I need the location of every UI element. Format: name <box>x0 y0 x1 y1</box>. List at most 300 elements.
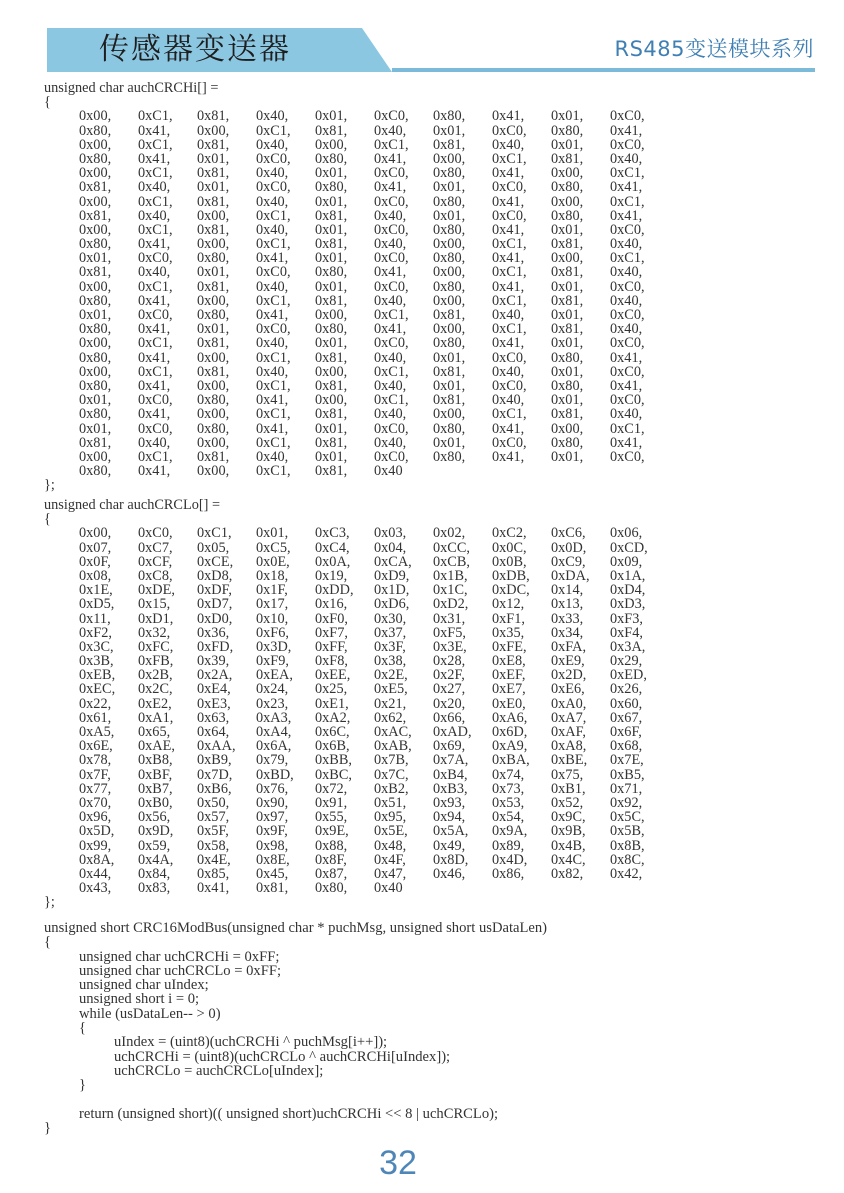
table-cell: 0xAB, <box>374 738 412 755</box>
table-cell: 0x7E, <box>610 752 644 769</box>
table-cell: 0x33, <box>551 610 584 627</box>
table-cell: 0x40, <box>610 321 643 338</box>
table-row <box>44 365 804 379</box>
table-cell: 0xC1, <box>492 292 527 309</box>
table-cell: 0xE5, <box>374 681 408 698</box>
table-cell: 0xC1, <box>138 221 173 238</box>
table-cell: 0x85, <box>197 865 230 882</box>
table-cell: 0x40, <box>256 108 289 125</box>
table-cell: 0xC1, <box>138 363 173 380</box>
table-cell: 0xB1, <box>551 780 586 797</box>
table-cell: 0x41, <box>374 264 407 281</box>
table-hi-close-brace: }; <box>44 477 55 494</box>
table-cell: 0x12, <box>492 596 525 613</box>
table-cell: 0xC1, <box>492 150 527 167</box>
table-cell: 0x41, <box>492 193 525 210</box>
table-cell: 0x14, <box>551 582 584 599</box>
table-cell: 0x0D, <box>551 539 587 556</box>
table-cell: 0x40 <box>374 880 403 897</box>
code-line: { <box>44 934 52 951</box>
table-row <box>44 308 804 322</box>
table-cell: 0x01, <box>551 307 584 323</box>
table-cell: 0x40, <box>492 307 525 323</box>
table-cell: 0x01, <box>79 250 112 267</box>
table-cell: 0x10, <box>256 610 289 627</box>
table-cell: 0xC0, <box>610 108 645 125</box>
table-cell: 0x0F, <box>79 553 111 570</box>
table-lo-block <box>44 498 804 909</box>
table-cell: 0xC4, <box>315 539 350 556</box>
table-cell: 0x81, <box>551 406 584 423</box>
table-cell: 0x01, <box>315 278 348 295</box>
table-cell: 0x01, <box>551 136 584 153</box>
table-cell: 0x41, <box>492 420 525 437</box>
table-cell: 0xC1, <box>492 264 527 281</box>
table-cell: 0xC1, <box>256 207 291 224</box>
table-cell: 0x81, <box>79 434 112 451</box>
table-cell: 0xB7, <box>138 780 173 797</box>
table-cell: 0xC1, <box>138 193 173 210</box>
table-cell: 0x61, <box>79 709 112 726</box>
table-cell: 0xCF, <box>138 553 173 570</box>
table-cell: 0x41, <box>138 150 171 167</box>
table-cell: 0x40, <box>374 236 407 253</box>
crc16-function-code <box>44 921 834 1135</box>
table-cell: 0x81, <box>551 236 584 253</box>
table-cell: 0x98, <box>256 837 289 854</box>
table-cell: 0x41, <box>138 349 171 366</box>
table-row <box>44 152 804 166</box>
table-cell: 0x41, <box>492 221 525 238</box>
table-cell: 0x65, <box>138 724 171 740</box>
table-cell: 0x54, <box>492 809 525 826</box>
table-cell: 0xC0, <box>138 525 173 542</box>
table-row <box>44 682 804 696</box>
table-cell: 0x80, <box>551 434 584 451</box>
table-cell: 0x01, <box>315 420 348 437</box>
table-cell: 0x40, <box>492 392 525 409</box>
table-cell: 0xC0, <box>610 221 645 238</box>
table-cell: 0xDE, <box>138 582 175 599</box>
table-cell: 0xC1, <box>374 363 409 380</box>
table-cell: 0xEB, <box>79 667 116 684</box>
table-cell: 0x6B, <box>315 738 350 755</box>
table-cell: 0x80, <box>79 122 112 139</box>
table-cell: 0xF0, <box>315 610 348 627</box>
table-cell: 0x41, <box>374 150 407 167</box>
table-cell: 0x01, <box>79 392 112 409</box>
table-cell: 0xAC, <box>374 724 412 740</box>
table-cell: 0x40, <box>138 434 171 451</box>
table-cell: 0x01, <box>551 363 584 380</box>
table-cell: 0xC0, <box>374 165 409 182</box>
table-cell: 0xC1, <box>256 406 291 423</box>
table-cell: 0x40, <box>374 377 407 394</box>
table-hi-grid <box>44 109 804 478</box>
table-cell: 0x8A, <box>79 851 115 868</box>
table-row <box>44 810 804 824</box>
table-row <box>44 753 804 767</box>
table-cell: 0x81, <box>315 434 348 451</box>
table-row <box>44 322 804 336</box>
table-row <box>44 195 804 209</box>
table-cell: 0xD2, <box>433 596 469 613</box>
table-cell: 0xC1, <box>197 525 232 542</box>
table-cell: 0x1E, <box>79 582 113 599</box>
table-cell: 0xC0, <box>256 264 291 281</box>
table-cell: 0xC0, <box>610 448 645 465</box>
table-cell: 0x46, <box>433 865 466 882</box>
table-cell: 0xA5, <box>79 724 115 740</box>
table-cell: 0xA7, <box>551 709 587 726</box>
table-row <box>44 583 804 597</box>
table-row <box>44 555 804 569</box>
table-cell: 0xD6, <box>374 596 410 613</box>
table-cell: 0x00, <box>315 136 348 153</box>
table-cell: 0x81, <box>315 349 348 366</box>
table-cell: 0x01, <box>315 165 348 182</box>
table-cell: 0xC1, <box>138 165 173 182</box>
table-cell: 0xEE, <box>315 667 351 684</box>
table-cell: 0xC1, <box>492 236 527 253</box>
table-cell: 0xC0, <box>374 108 409 125</box>
table-row <box>44 711 804 725</box>
table-cell: 0x80, <box>551 122 584 139</box>
table-cell: 0x40, <box>256 335 289 352</box>
table-cell: 0x92, <box>610 794 643 811</box>
table-cell: 0x01, <box>551 392 584 409</box>
table-cell: 0x81, <box>315 463 348 480</box>
table-row <box>44 612 804 626</box>
table-cell: 0x40, <box>492 136 525 153</box>
table-row <box>44 450 804 464</box>
table-cell: 0x51, <box>374 794 407 811</box>
table-cell: 0xC2, <box>492 525 527 542</box>
table-cell: 0x49, <box>433 837 466 854</box>
table-cell: 0x4F, <box>374 851 406 868</box>
table-cell: 0x23, <box>256 695 289 712</box>
table-row <box>44 209 804 223</box>
table-cell: 0x59, <box>138 837 171 854</box>
table-cell: 0x40, <box>610 236 643 253</box>
table-cell: 0xC0, <box>374 250 409 267</box>
table-cell: 0x81, <box>197 335 230 352</box>
table-cell: 0x1B, <box>433 567 468 584</box>
table-cell: 0xC1, <box>374 307 409 323</box>
table-cell: 0x01, <box>197 264 230 281</box>
table-cell: 0x86, <box>492 865 525 882</box>
table-cell: 0x5A, <box>433 823 469 840</box>
table-cell: 0xC0, <box>374 420 409 437</box>
table-row <box>44 796 804 810</box>
table-cell: 0xDF, <box>197 582 233 599</box>
table-cell: 0x80, <box>79 349 112 366</box>
table-cell: 0x41, <box>138 406 171 423</box>
table-cell: 0x01, <box>433 122 466 139</box>
table-cell: 0x21, <box>374 695 407 712</box>
table-cell: 0xF2, <box>79 624 112 641</box>
table-cell: 0x06, <box>610 525 643 542</box>
code-line: while (usDataLen-- > 0) <box>79 1005 221 1022</box>
table-cell: 0x4E, <box>197 851 231 868</box>
table-cell: 0xDB, <box>492 567 530 584</box>
table-row <box>44 654 804 668</box>
table-cell: 0x40, <box>256 136 289 153</box>
table-row <box>44 138 804 152</box>
code-line: unsigned char uIndex; <box>79 977 209 994</box>
table-row <box>44 124 804 138</box>
table-cell: 0x55, <box>315 809 348 826</box>
table-cell: 0x41, <box>492 250 525 267</box>
table-cell: 0x9C, <box>551 809 586 826</box>
table-cell: 0x2C, <box>138 681 173 698</box>
table-cell: 0x00, <box>197 292 230 309</box>
table-cell: 0x81, <box>433 392 466 409</box>
table-hi-block <box>44 81 804 492</box>
table-cell: 0x45, <box>256 865 289 882</box>
table-cell: 0x8C, <box>610 851 645 868</box>
table-cell: 0x0A, <box>315 553 351 570</box>
table-cell: 0x0E, <box>256 553 290 570</box>
table-cell: 0x80, <box>315 264 348 281</box>
table-cell: 0x81, <box>197 448 230 465</box>
code-line: } <box>79 1077 87 1094</box>
table-cell: 0x80, <box>433 250 466 267</box>
table-cell: 0xBE, <box>551 752 588 769</box>
table-cell: 0x01, <box>551 335 584 352</box>
table-cell: 0x73, <box>492 780 525 797</box>
table-cell: 0x41, <box>256 250 289 267</box>
table-cell: 0x01, <box>315 221 348 238</box>
table-cell: 0x41, <box>256 420 289 437</box>
table-cell: 0xC9, <box>551 553 586 570</box>
table-cell: 0x41, <box>610 434 643 451</box>
table-cell: 0xC1, <box>138 136 173 153</box>
table-cell: 0xB2, <box>374 780 409 797</box>
code-line: unsigned char uchCRCLo = 0xFF; <box>79 962 281 979</box>
table-cell: 0x5E, <box>374 823 408 840</box>
table-cell: 0x81, <box>315 406 348 423</box>
table-cell: 0x9A, <box>492 823 528 840</box>
table-cell: 0x5F, <box>197 823 229 840</box>
table-cell: 0x75, <box>551 766 584 783</box>
table-row <box>44 109 804 123</box>
table-cell: 0x80, <box>551 377 584 394</box>
table-row <box>44 782 804 796</box>
table-cell: 0x90, <box>256 794 289 811</box>
table-cell: 0x81, <box>197 165 230 182</box>
table-cell: 0x5C, <box>610 809 645 826</box>
table-cell: 0x53, <box>492 794 525 811</box>
table-row <box>44 640 804 654</box>
table-cell: 0xFA, <box>551 638 587 655</box>
table-cell: 0x62, <box>374 709 407 726</box>
table-cell: 0xCD, <box>610 539 648 556</box>
table-cell: 0x41, <box>256 392 289 409</box>
table-cell: 0x00, <box>79 335 112 352</box>
table-row <box>44 464 804 478</box>
table-cell: 0x41, <box>610 179 643 196</box>
table-cell: 0xD5, <box>79 596 115 613</box>
table-cell: 0x24, <box>256 681 289 698</box>
table-row <box>44 336 804 350</box>
table-cell: 0x80, <box>315 179 348 196</box>
table-cell: 0xD4, <box>610 582 646 599</box>
table-cell: 0x03, <box>374 525 407 542</box>
table-cell: 0xC1, <box>492 321 527 338</box>
table-hi-declaration: unsigned char auchCRCHi[] = <box>44 80 219 96</box>
table-cell: 0x01, <box>551 108 584 125</box>
table-cell: 0x22, <box>79 695 112 712</box>
table-cell: 0xCB, <box>433 553 470 570</box>
table-cell: 0x58, <box>197 837 230 854</box>
table-cell: 0xA2, <box>315 709 351 726</box>
table-cell: 0x41, <box>492 448 525 465</box>
table-row <box>44 824 804 838</box>
table-cell: 0xB0, <box>138 794 173 811</box>
table-row <box>44 526 804 540</box>
table-cell: 0x19, <box>315 567 348 584</box>
table-cell: 0x41, <box>492 278 525 295</box>
table-cell: 0x76, <box>256 780 289 797</box>
table-cell: 0xF4, <box>610 624 643 641</box>
table-cell: 0x70, <box>79 794 112 811</box>
table-cell: 0x5D, <box>79 823 115 840</box>
table-cell: 0x60, <box>610 695 643 712</box>
table-cell: 0xC1, <box>610 420 645 437</box>
table-row <box>44 436 804 450</box>
table-cell: 0x40, <box>256 363 289 380</box>
table-cell: 0x8D, <box>433 851 469 868</box>
table-cell: 0xE4, <box>197 681 231 698</box>
table-cell: 0xE7, <box>492 681 526 698</box>
table-cell: 0x17, <box>256 596 289 613</box>
table-cell: 0xDC, <box>492 582 530 599</box>
table-cell: 0x3C, <box>79 638 114 655</box>
table-cell: 0x00, <box>551 193 584 210</box>
table-cell: 0xDD, <box>315 582 354 599</box>
table-cell: 0x81, <box>79 207 112 224</box>
document-title: 传感器变送器 <box>99 32 291 67</box>
table-row <box>44 626 804 640</box>
table-cell: 0x36, <box>197 624 230 641</box>
table-cell: 0x40, <box>138 264 171 281</box>
table-cell: 0xC0, <box>256 179 291 196</box>
table-cell: 0x99, <box>79 837 112 854</box>
table-cell: 0x6E, <box>79 738 113 755</box>
table-lo-grid <box>44 526 804 895</box>
table-cell: 0x01, <box>256 525 289 542</box>
table-cell: 0x80, <box>79 463 112 480</box>
table-cell: 0x81, <box>256 880 289 897</box>
table-cell: 0x80, <box>433 335 466 352</box>
table-cell: 0x80, <box>433 420 466 437</box>
table-cell: 0x34, <box>551 624 584 641</box>
table-cell: 0x41, <box>374 321 407 338</box>
table-cell: 0x80, <box>79 406 112 423</box>
table-cell: 0xD0, <box>197 610 233 627</box>
table-cell: 0x01, <box>197 150 230 167</box>
table-cell: 0xAE, <box>138 738 175 755</box>
table-cell: 0x80, <box>79 377 112 394</box>
table-cell: 0x56, <box>138 809 171 826</box>
table-cell: 0x81, <box>197 278 230 295</box>
table-cell: 0x95, <box>374 809 407 826</box>
table-cell: 0xBA, <box>492 752 530 769</box>
table-cell: 0x80, <box>79 321 112 338</box>
table-cell: 0x40, <box>374 406 407 423</box>
table-cell: 0x80, <box>315 880 348 897</box>
table-cell: 0xB8, <box>138 752 173 769</box>
table-cell: 0x01, <box>79 307 112 323</box>
table-cell: 0x41, <box>492 335 525 352</box>
table-cell: 0x52, <box>551 794 584 811</box>
table-cell: 0xC0, <box>492 349 527 366</box>
table-cell: 0x41, <box>138 321 171 338</box>
table-cell: 0x80, <box>197 307 230 323</box>
table-cell: 0x81, <box>79 264 112 281</box>
table-cell: 0x04, <box>374 539 407 556</box>
table-cell: 0x37, <box>374 624 407 641</box>
table-cell: 0xB3, <box>433 780 468 797</box>
table-cell: 0x00, <box>551 250 584 267</box>
table-cell: 0x01, <box>551 448 584 465</box>
table-cell: 0x40, <box>610 292 643 309</box>
table-cell: 0x00, <box>197 349 230 366</box>
table-cell: 0x80, <box>197 420 230 437</box>
table-cell: 0x7D, <box>197 766 233 783</box>
table-cell: 0x00, <box>79 165 112 182</box>
table-cell: 0x81, <box>197 193 230 210</box>
table-cell: 0x91, <box>315 794 348 811</box>
table-cell: 0x83, <box>138 880 171 897</box>
table-cell: 0x01, <box>433 349 466 366</box>
table-cell: 0xB4, <box>433 766 468 783</box>
table-row <box>44 867 804 881</box>
table-cell: 0x9B, <box>551 823 586 840</box>
table-cell: 0xC3, <box>315 525 350 542</box>
table-cell: 0x3D, <box>256 638 292 655</box>
table-cell: 0x0B, <box>492 553 527 570</box>
table-lo-close-brace: }; <box>44 894 55 911</box>
table-cell: 0x6C, <box>315 724 350 740</box>
table-cell: 0xA9, <box>492 738 528 755</box>
table-cell: 0x7C, <box>374 766 409 783</box>
table-cell: 0x80, <box>79 292 112 309</box>
table-cell: 0xCC, <box>433 539 470 556</box>
table-cell: 0xC1, <box>374 392 409 409</box>
table-row <box>44 166 804 180</box>
table-row <box>44 251 804 265</box>
table-cell: 0xC0, <box>492 434 527 451</box>
table-cell: 0xD7, <box>197 596 233 613</box>
table-cell: 0x00, <box>433 264 466 281</box>
table-cell: 0x41, <box>138 377 171 394</box>
table-cell: 0xA0, <box>551 695 587 712</box>
table-cell: 0x63, <box>197 709 230 726</box>
series-title: RS485变送模块系列 <box>614 37 814 61</box>
table-cell: 0xE9, <box>551 653 585 670</box>
table-row <box>44 294 804 308</box>
table-cell: 0x40, <box>492 363 525 380</box>
table-cell: 0x01, <box>197 321 230 338</box>
table-cell: 0x4B, <box>551 837 586 854</box>
code-line: return (unsigned short)(( unsigned short)uchCRCHi << 8 | uchCRCLo); <box>79 1105 499 1122</box>
table-cell: 0xC0, <box>374 335 409 352</box>
table-cell: 0xC0, <box>610 335 645 352</box>
table-cell: 0xF3, <box>610 610 643 627</box>
table-cell: 0x81, <box>197 136 230 153</box>
